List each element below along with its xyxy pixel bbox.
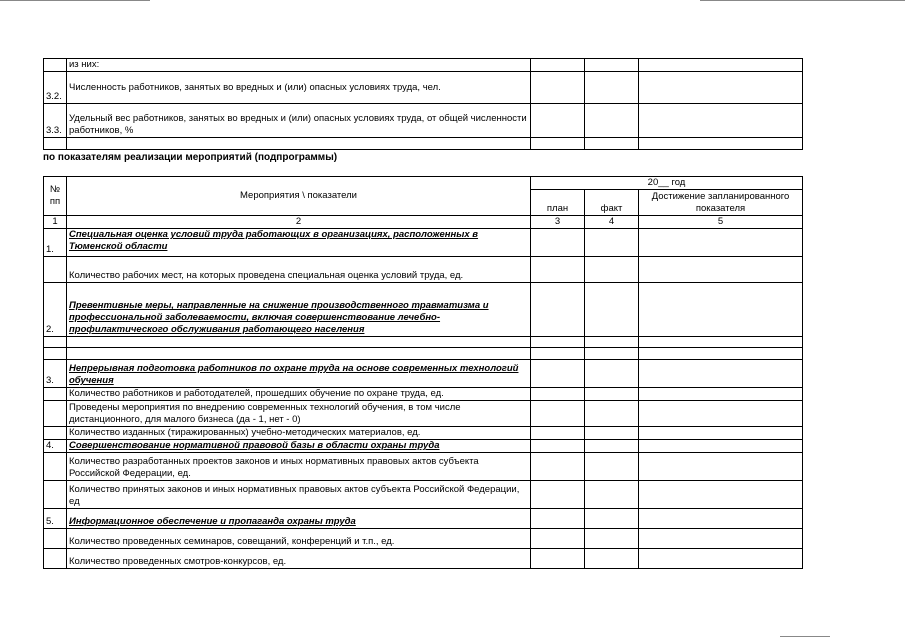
row-number: [44, 388, 67, 401]
row-number: 2.: [44, 283, 67, 337]
row-number: 1.: [44, 229, 67, 257]
table-row: [44, 549, 803, 569]
achievement-cell: [639, 138, 803, 150]
achievement-cell: [639, 360, 803, 388]
scan-line-bottom: [780, 636, 830, 637]
row-text: из них:: [67, 59, 531, 72]
row-number: 5.: [44, 509, 67, 529]
row-text: Непрерывная подготовка работников по охране труда на основе современных технологий обучения: [67, 360, 531, 388]
table-row: [44, 257, 803, 283]
fact-cell: [585, 427, 639, 440]
table-row: [44, 104, 803, 138]
achievement-cell: [639, 104, 803, 138]
row-number: [44, 529, 67, 549]
row-number: 3.2.: [44, 72, 67, 104]
achievement-cell: [639, 337, 803, 348]
table-row: [44, 388, 803, 401]
plan-cell: [531, 453, 585, 481]
row-text: Количество изданных (тиражированных) учебно-методических материалов, ед.: [67, 427, 531, 440]
plan-cell: [531, 104, 585, 138]
table-row: [44, 337, 803, 348]
plan-cell: [531, 427, 585, 440]
plan-cell: [531, 360, 585, 388]
row-number: [44, 59, 67, 72]
header-plan: план: [531, 190, 585, 216]
header-fact: факт: [585, 190, 639, 216]
row-number: [44, 401, 67, 427]
plan-cell: [531, 72, 585, 104]
row-text: Численность работников, занятых во вредных и (или) опасных условиях труда, чел.: [67, 72, 531, 104]
plan-cell: [531, 401, 585, 427]
row-number: [44, 257, 67, 283]
row-text: Количество рабочих мест, на которых проведена специальная оценка условий труда, ед.: [67, 257, 531, 283]
col-number-3: 3: [531, 216, 585, 229]
achievement-cell: [639, 257, 803, 283]
section-heading: по показателям реализации мероприятий (подпрограммы): [43, 152, 338, 163]
fact-cell: [585, 481, 639, 509]
plan-cell: [531, 388, 585, 401]
activities-indicators-table: [43, 176, 803, 569]
plan-cell: [531, 283, 585, 337]
row-text: [67, 337, 531, 348]
fact-cell: [585, 59, 639, 72]
fact-cell: [585, 388, 639, 401]
plan-cell: [531, 549, 585, 569]
table-row: [44, 401, 803, 427]
row-text: Специальная оценка условий труда работающих в организациях, расположенных в Тюменской области: [67, 229, 531, 257]
table-row: [44, 529, 803, 549]
achievement-cell: [639, 348, 803, 360]
row-text: Количество разработанных проектов законов и иных нормативных правовых актов субъекта Российской Федерации, ед.: [67, 453, 531, 481]
plan-cell: [531, 481, 585, 509]
header-year: 20__ год: [531, 177, 803, 190]
table-row: [44, 283, 803, 337]
row-text: Превентивные меры, направленные на снижение производственного травматизма и профессиональной заболеваемости, включая совершенствование лечебно-профилактического обслуживания работающего населения: [67, 283, 531, 337]
achievement-cell: [639, 509, 803, 529]
table-row: [44, 509, 803, 529]
row-text: Проведены мероприятия по внедрению современных технологий обучения, в том числе дистанционного, для малого бизнеса (да - 1, нет - 0): [67, 401, 531, 427]
fact-cell: [585, 529, 639, 549]
column-numbers-row: [44, 216, 803, 229]
row-number: 3.: [44, 360, 67, 388]
col-number-1: 1: [44, 216, 67, 229]
table-row: [44, 229, 803, 257]
table-row: [44, 427, 803, 440]
row-text: Количество проведенных смотров-конкурсов, ед.: [67, 549, 531, 569]
col-number-4: 4: [585, 216, 639, 229]
header-achievement: Достижение запланированного показателя: [639, 190, 803, 216]
achievement-cell: [639, 529, 803, 549]
row-number: [44, 481, 67, 509]
achievement-cell: [639, 388, 803, 401]
row-number: [44, 453, 67, 481]
plan-cell: [531, 59, 585, 72]
row-number: 4.: [44, 440, 67, 453]
fact-cell: [585, 549, 639, 569]
plan-cell: [531, 440, 585, 453]
row-text: Количество работников и работодателей, прошедших обучение по охране труда, ед.: [67, 388, 531, 401]
fact-cell: [585, 509, 639, 529]
header-num: № пп: [44, 177, 67, 216]
fact-cell: [585, 138, 639, 150]
row-text: [67, 348, 531, 360]
plan-cell: [531, 529, 585, 549]
fact-cell: [585, 257, 639, 283]
plan-cell: [531, 229, 585, 257]
achievement-cell: [639, 481, 803, 509]
plan-cell: [531, 257, 585, 283]
achievement-cell: [639, 440, 803, 453]
fact-cell: [585, 453, 639, 481]
row-number: [44, 348, 67, 360]
row-number: [44, 138, 67, 150]
row-text: Совершенствование нормативной правовой базы в области охраны труда: [67, 440, 531, 453]
scan-line-left: [0, 0, 150, 1]
fact-cell: [585, 360, 639, 388]
row-number: [44, 337, 67, 348]
table-row: [44, 59, 803, 72]
plan-cell: [531, 337, 585, 348]
plan-cell: [531, 348, 585, 360]
plan-cell: [531, 509, 585, 529]
achievement-cell: [639, 72, 803, 104]
achievement-cell: [639, 427, 803, 440]
plan-cell: [531, 138, 585, 150]
row-text: Количество принятых законов и иных нормативных правовых актов субъекта Российской Федерации, ед: [67, 481, 531, 509]
fact-cell: [585, 72, 639, 104]
row-text: Количество проведенных семинаров, совещаний, конференций и т.п., ед.: [67, 529, 531, 549]
row-number: 3.3.: [44, 104, 67, 138]
table-row: [44, 138, 803, 150]
table-row: [44, 453, 803, 481]
col-number-2: 2: [67, 216, 531, 229]
col-number-5: 5: [639, 216, 803, 229]
table-row: [44, 481, 803, 509]
header-events: Мероприятия \ показатели: [67, 177, 531, 216]
fact-cell: [585, 229, 639, 257]
table-row: [44, 440, 803, 453]
row-text: Информационное обеспечение и пропаганда охраны труда: [67, 509, 531, 529]
table-row: [44, 72, 803, 104]
fact-cell: [585, 104, 639, 138]
row-number: [44, 549, 67, 569]
scan-line-right: [700, 0, 905, 1]
row-text: Удельный вес работников, занятых во вредных и (или) опасных условиях труда, от общей численности работников, %: [67, 104, 531, 138]
table-header-row: [44, 177, 803, 190]
achievement-cell: [639, 453, 803, 481]
table-row: [44, 360, 803, 388]
achievement-cell: [639, 283, 803, 337]
fact-cell: [585, 348, 639, 360]
table-row: [44, 348, 803, 360]
achievement-cell: [639, 229, 803, 257]
fact-cell: [585, 440, 639, 453]
achievement-cell: [639, 549, 803, 569]
row-number: [44, 427, 67, 440]
fact-cell: [585, 337, 639, 348]
achievement-cell: [639, 401, 803, 427]
fact-cell: [585, 283, 639, 337]
indicators-table-continuation: [43, 58, 803, 150]
fact-cell: [585, 401, 639, 427]
achievement-cell: [639, 59, 803, 72]
row-text: [67, 138, 531, 150]
